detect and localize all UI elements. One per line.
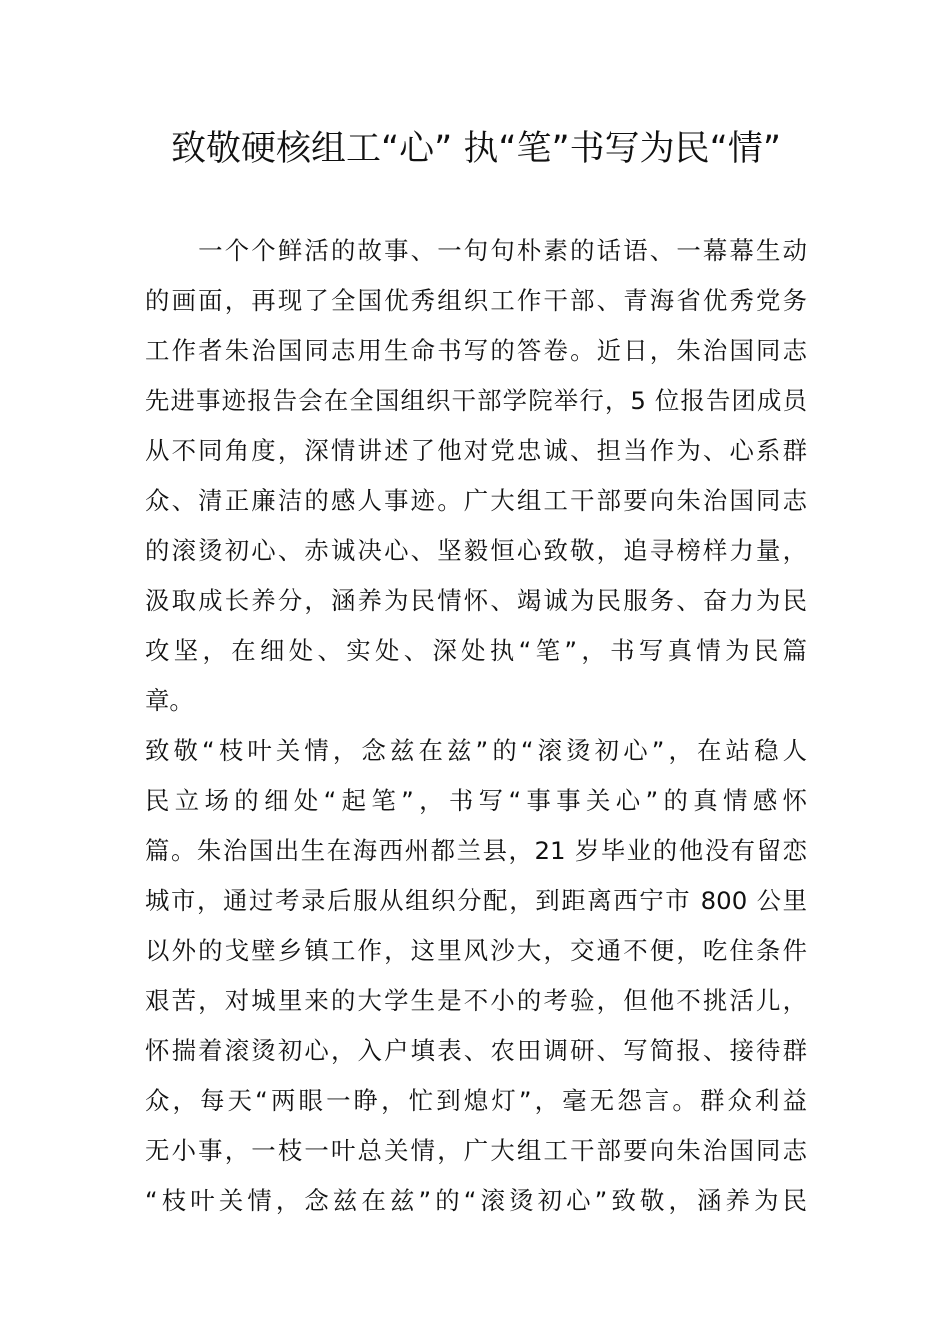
text-line: 汲取成长养分，涵养为民情怀、竭诚为民服务、奋力为民 xyxy=(145,586,807,615)
text-line: 章。 xyxy=(145,686,194,715)
text-line: 工作者朱治国同志用生命书写的答卷。近日，朱治国同志 xyxy=(145,336,807,365)
text-line: 民立场的细处“起笔”，书写“事事关心”的真情感怀 xyxy=(145,786,807,815)
text-line: 先进事迹报告会在全国组织干部学院举行，5 位报告团成员 xyxy=(145,386,807,415)
text-line: 艰苦，对城里来的大学生是不小的考验，但他不挑活儿， xyxy=(145,986,807,1015)
text-line: 从不同角度，深情讲述了他对党忠诚、担当作为、心系群 xyxy=(145,436,807,465)
text-line: 城市，通过考录后服从组织分配，到距离西宁市 800 公里 xyxy=(145,886,807,915)
text-line: 致敬“枝叶关情，念兹在兹”的“滚烫初心”，在站稳人 xyxy=(145,736,807,765)
text-line: 无小事，一枝一叶总关情，广大组工干部要向朱治国同志 xyxy=(145,1136,807,1165)
paragraph xyxy=(145,226,807,726)
text-line: 篇。朱治国出生在海西州都兰县，21 岁毕业的他没有留恋 xyxy=(145,836,807,865)
text-line: 攻坚，在细处、实处、深处执“笔”，书写真情为民篇 xyxy=(145,636,807,665)
text-line: 一个个鲜活的故事、一句句朴素的话语、一幕幕生动 xyxy=(145,236,807,265)
text-line: 的画面，再现了全国优秀组织工作干部、青海省优秀党务 xyxy=(145,286,807,315)
text-line: 怀揣着滚烫初心，入户填表、农田调研、写简报、接待群 xyxy=(145,1036,807,1065)
text-line: 的滚烫初心、赤诚决心、坚毅恒心致敬，追寻榜样力量， xyxy=(145,536,807,565)
document-body xyxy=(145,226,807,1226)
text-line: 众、清正廉洁的感人事迹。广大组工干部要向朱治国同志 xyxy=(145,486,807,515)
document-title: 致敬硬核组工“心” 执“笔”书写为民“情” xyxy=(171,129,781,169)
text-line: “枝叶关情，念兹在兹”的“滚烫初心”致敬，涵养为民 xyxy=(145,1186,807,1215)
paragraph xyxy=(145,726,807,1226)
text-line: 以外的戈壁乡镇工作，这里风沙大，交通不便，吃住条件 xyxy=(145,936,807,965)
text-line: 众，每天“两眼一睁，忙到熄灯”，毫无怨言。群众利益 xyxy=(145,1086,807,1115)
